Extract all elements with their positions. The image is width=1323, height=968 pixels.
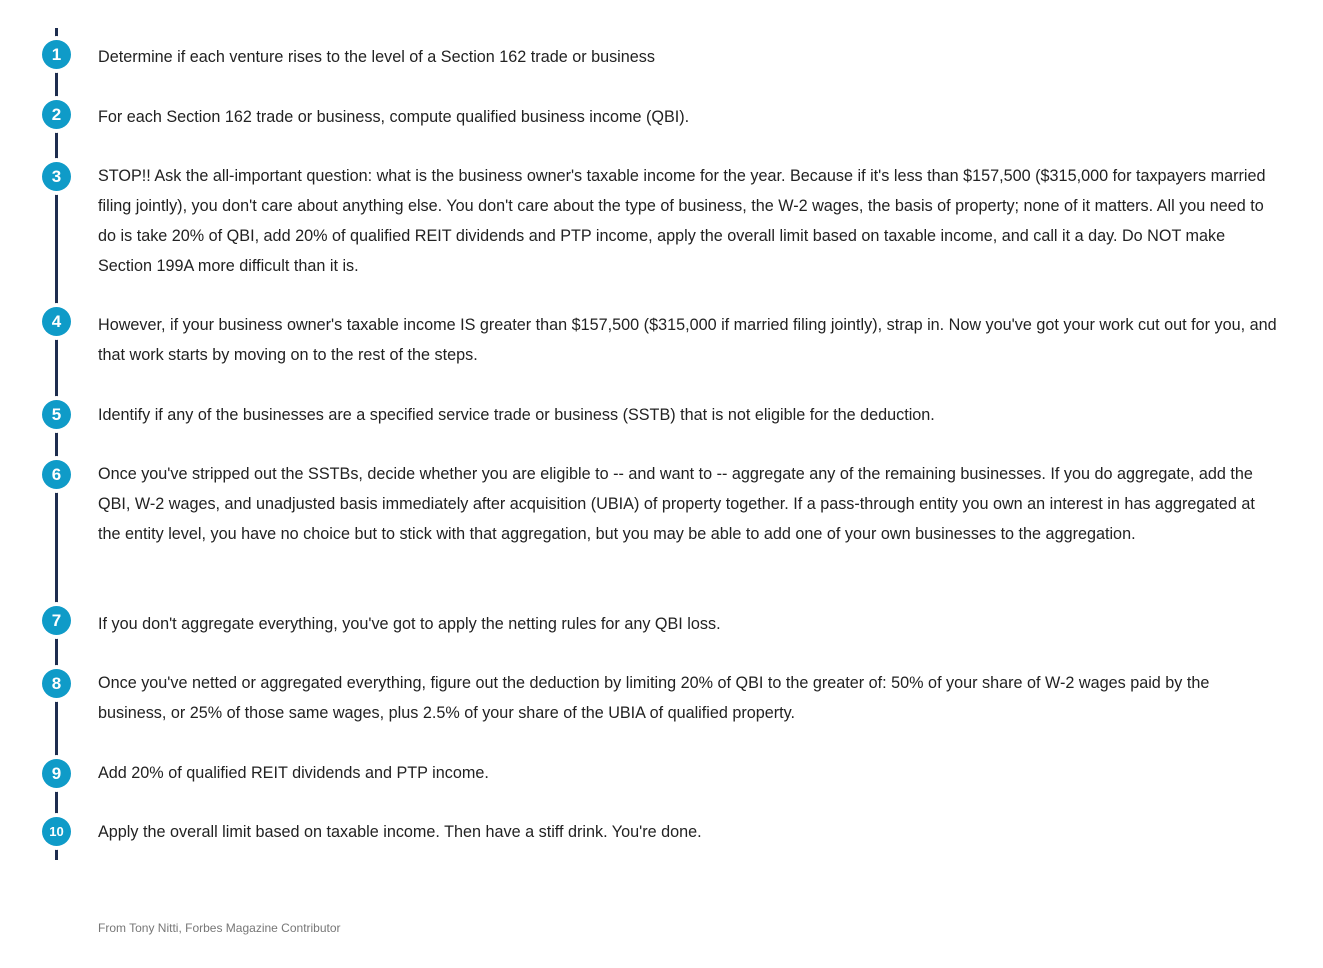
- step-text: Add 20% of qualified REIT dividends and PTP income.: [98, 764, 489, 782]
- step-text: Determine if each venture rises to the level of a Section 162 trade or business: [98, 48, 655, 66]
- step-text: Once you've netted or aggregated everything, figure out the deduction by limiting 20% of QBI to the greater of: 50% of your share of W-2 wages paid by the business, or 25% of those same wages, plus 2.5% of your share of the UBIA of qualified property.: [98, 674, 1210, 722]
- step-number-badge: 1: [42, 40, 71, 69]
- step-text: If you don't aggregate everything, you've got to apply the netting rules for any QBI loss.: [98, 615, 721, 633]
- step-number-badge: 4: [42, 307, 71, 336]
- attribution-caption: From Tony Nitti, Forbes Magazine Contributor: [98, 921, 341, 935]
- step-text: Once you've stripped out the SSTBs, decide whether you are eligible to -- and want to -- aggregate any of the remaining businesses. If you do aggregate, add the QBI, W-2 wages, and unadjusted basis immediately after acquisition (UBIA) of property together. If a pass-through entity you own an interest in has aggregated at the entity level, you have no choice but to stick with that aggregation, but you may be able to add one of your own businesses to the aggregation.: [98, 465, 1255, 543]
- step-text: Apply the overall limit based on taxable income. Then have a stiff drink. You're done.: [98, 823, 702, 841]
- step-text: Identify if any of the businesses are a specified service trade or business (SSTB) that is not eligible for the deduction.: [98, 406, 935, 424]
- step-number-badge: 7: [42, 606, 71, 635]
- step-text: For each Section 162 trade or business, compute qualified business income (QBI).: [98, 108, 690, 126]
- step-text: However, if your business owner's taxable income IS greater than $157,500 ($315,000 if married filing jointly), strap in. Now you've got your work cut out for you, and that work starts by moving on to the rest of the steps.: [98, 316, 1277, 364]
- step-number-badge: 6: [42, 460, 71, 489]
- step-number-badge: 5: [42, 400, 71, 429]
- timeline-line: [55, 28, 58, 860]
- step-number-badge: 2: [42, 100, 71, 129]
- step-number-badge: 8: [42, 669, 71, 698]
- step-text: STOP!! Ask the all-important question: what is the business owner's taxable income for the year. Because if it's less than $157,500 ($315,000 for taxpayers married filing jointly), you don't care about anything else. You don't care about the type of business, the W-2 wages, the basis of property; none of it matters. All you need to do is take 20% of QBI, add 20% of qualified REIT dividends and PTP income, apply the overall limit based on taxable income, and call it a day. Do NOT make Section 199A more difficult than it is.: [98, 167, 1266, 275]
- step-number-badge: 3: [42, 162, 71, 191]
- step-number-badge: 9: [42, 759, 71, 788]
- step-number-badge: 10: [42, 817, 71, 846]
